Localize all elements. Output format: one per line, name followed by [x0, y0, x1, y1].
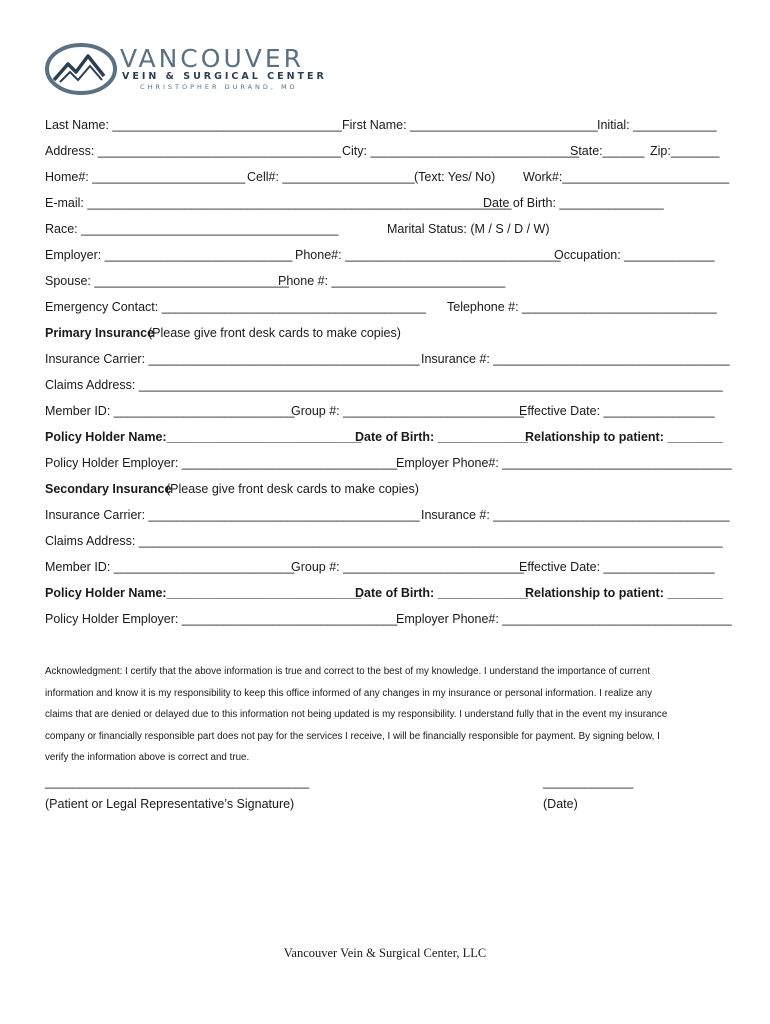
text-opt-in[interactable]: (Text: Yes/ No) [414, 170, 496, 184]
cell-phone-field[interactable]: Cell#: ___________________ [247, 170, 415, 184]
occupation-field[interactable]: Occupation: _____________ [554, 248, 715, 262]
logo-name: VANCOUVER [120, 44, 305, 73]
primary-relationship-field[interactable]: Relationship to patient: ________ [525, 430, 723, 444]
acknowledgment-line: company or financially responsible part does not pay for the services I receive, I will be financially responsible for payment. By signing below, I [45, 730, 660, 742]
row-names [45, 118, 725, 136]
primary-effective-date-field[interactable]: Effective Date: ________________ [519, 404, 715, 418]
acknowledgment-line: Acknowledgment: I certify that the above information is true and correct to the best of my knowledge. I understand the importance of current [45, 666, 651, 677]
signature-line[interactable]: ______________________________________ [45, 775, 310, 789]
primary-member-id-field[interactable]: Member ID: __________________________ [45, 404, 295, 418]
secondary-claims-address-field[interactable]: Claims Address: ____________________________________________________________________________________ [45, 534, 723, 548]
secondary-group-field[interactable]: Group #: __________________________ [291, 560, 524, 574]
state-field[interactable]: State:______ [570, 144, 645, 158]
primary-insurance-note: (Please give front desk cards to make copies) [148, 326, 401, 340]
email-field[interactable]: E-mail: _____________________________________________________________ [45, 196, 512, 210]
row-primary-holder [45, 430, 725, 448]
secondary-insurance-heading [45, 482, 725, 500]
row-secondary-holder-employer [45, 612, 732, 630]
secondary-insurance-note: (Please give front desk cards to make copies) [166, 482, 419, 496]
acknowledgment-line: information and know it is my responsibility to keep this office informed of any changes in my insurance or personal information. I realize any [45, 687, 652, 699]
acknowledgment-line: claims that are denied or delayed due to this information not being updated is my responsibility. I understand fully that in the event my insurance [45, 709, 668, 720]
primary-claims-address-field[interactable]: Claims Address: ____________________________________________________________________________________ [45, 378, 723, 392]
logo-doctor: CHRISTOPHER DURAND, MD [140, 83, 298, 91]
secondary-insurance-number-field[interactable]: Insurance #: __________________________________ [421, 508, 730, 522]
secondary-relationship-field[interactable]: Relationship to patient: ________ [525, 586, 723, 600]
secondary-employer-phone-field[interactable]: Employer Phone#: _________________________________ [396, 612, 732, 626]
date-of-birth-field[interactable]: Date of Birth: _______________ [483, 196, 664, 210]
row-address [45, 144, 725, 162]
emergency-telephone-field[interactable]: Telephone #: ____________________________ [447, 300, 717, 314]
primary-group-field[interactable]: Group #: __________________________ [291, 404, 524, 418]
row-primary-claims [45, 378, 725, 396]
mountain-logo-icon [44, 42, 118, 98]
secondary-holder-employer-field[interactable]: Policy Holder Employer: _______________________________ [45, 612, 398, 626]
primary-insurance-number-field[interactable]: Insurance #: __________________________________ [421, 352, 730, 366]
row-secondary-carrier [45, 508, 730, 526]
secondary-holder-name-field[interactable]: Policy Holder Name:____________________________ [45, 586, 362, 600]
row-primary-holder-employer [45, 456, 732, 474]
primary-insurance-title: Primary Insurance [45, 326, 155, 340]
address-field[interactable]: Address: ___________________________________ [45, 144, 342, 158]
race-field[interactable]: Race: _____________________________________ [45, 222, 339, 236]
employer-field[interactable]: Employer: ___________________________ [45, 248, 293, 262]
row-phones [45, 170, 730, 188]
marital-status-field[interactable]: Marital Status: (M / S / D / W) [387, 222, 550, 236]
row-secondary-claims [45, 534, 725, 552]
secondary-member-id-field[interactable]: Member ID: __________________________ [45, 560, 295, 574]
secondary-carrier-field[interactable]: Insurance Carrier: _______________________________________ [45, 508, 420, 522]
employer-phone-field[interactable]: Phone#: _______________________________ [295, 248, 561, 262]
primary-insurance-heading [45, 326, 725, 344]
city-field[interactable]: City: ______________________________ [342, 144, 580, 158]
zip-field[interactable]: Zip:_______ [650, 144, 720, 158]
spouse-phone-field[interactable]: Phone #: _________________________ [278, 274, 506, 288]
secondary-holder-dob-field[interactable]: Date of Birth: _____________ [355, 586, 529, 600]
row-email [45, 196, 725, 214]
footer-company: Vancouver Vein & Surgical Center, LLC [283, 946, 487, 960]
row-emergency [45, 300, 725, 318]
secondary-effective-date-field[interactable]: Effective Date: ________________ [519, 560, 715, 574]
row-race [45, 222, 725, 240]
logo-subtitle: VEIN & SURGICAL CENTER [122, 71, 327, 82]
spouse-field[interactable]: Spouse: ____________________________ [45, 274, 289, 288]
primary-carrier-field[interactable]: Insurance Carrier: _______________________________________ [45, 352, 420, 366]
home-phone-field[interactable]: Home#: ______________________ [45, 170, 246, 184]
acknowledgment-text [45, 661, 735, 769]
row-secondary-holder [45, 586, 725, 604]
secondary-insurance-title: Secondary Insurance [45, 482, 172, 496]
emergency-contact-field[interactable]: Emergency Contact: ______________________________________ [45, 300, 426, 314]
acknowledgment-line: verify the information above is correct and true. [45, 752, 250, 763]
last-name-field[interactable]: Last Name: _________________________________ [45, 118, 342, 132]
date-line[interactable]: _____________ [543, 775, 634, 789]
signature-label: (Patient or Legal Representative’s Signature) [45, 797, 295, 811]
first-name-field[interactable]: First Name: ___________________________ [342, 118, 598, 132]
primary-employer-phone-field[interactable]: Employer Phone#: _________________________________ [396, 456, 732, 470]
row-primary-member [45, 404, 725, 422]
date-label: (Date) [543, 797, 578, 811]
primary-holder-employer-field[interactable]: Policy Holder Employer: _______________________________ [45, 456, 398, 470]
initial-field[interactable]: Initial: ____________ [597, 118, 717, 132]
row-primary-carrier [45, 352, 730, 370]
primary-holder-name-field[interactable]: Policy Holder Name:____________________________ [45, 430, 362, 444]
primary-holder-dob-field[interactable]: Date of Birth: _____________ [355, 430, 529, 444]
work-phone-field[interactable]: Work#:________________________ [523, 170, 730, 184]
row-secondary-member [45, 560, 725, 578]
row-spouse [45, 274, 725, 292]
row-employer [45, 248, 725, 266]
clinic-logo [44, 42, 344, 100]
